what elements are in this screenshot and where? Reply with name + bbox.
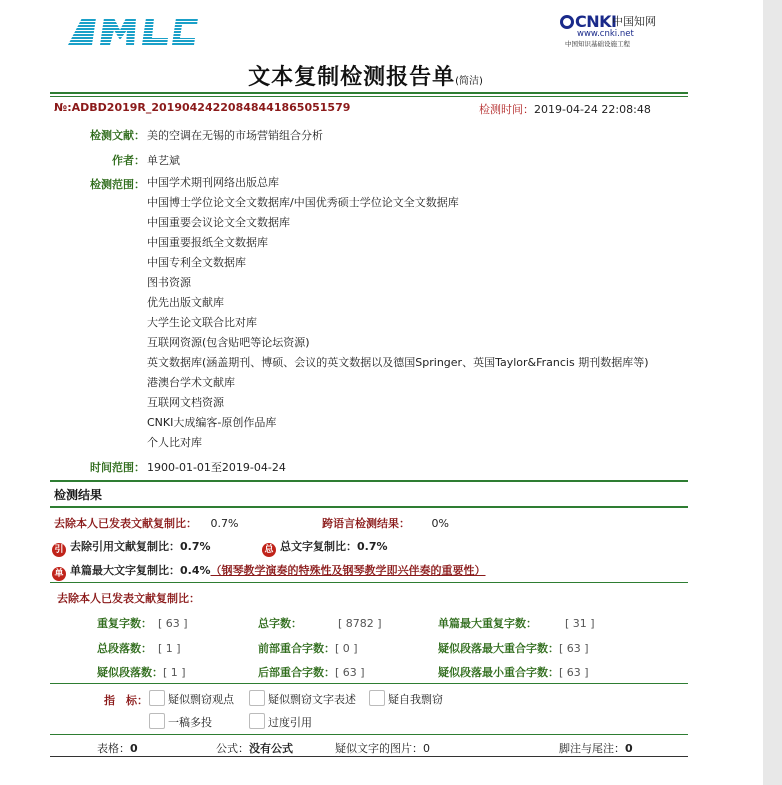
author-value: 单艺斌 — [147, 154, 180, 167]
list-item: 图书资源 — [147, 276, 191, 289]
check-time-label: 检测时间： — [479, 103, 534, 116]
stat-value: [ 0 ] — [335, 642, 358, 655]
footer-value: 0 — [625, 742, 633, 755]
results-heading: 检测结果 — [54, 488, 103, 502]
stat-value: [ 31 ] — [565, 617, 595, 630]
total-badge-icon: 总 — [262, 543, 276, 557]
footer-formulas — [216, 740, 293, 756]
indicator-self-plagiarism[interactable] — [369, 690, 443, 707]
exclude-quote-row — [52, 538, 211, 557]
footer-footnotes — [559, 740, 633, 756]
list-item: 优先出版文献库 — [147, 296, 224, 309]
stat-value: [ 1 ] — [163, 666, 186, 679]
footer-label: 疑似文字的图片： — [335, 742, 423, 755]
stat-front-overlap — [258, 640, 358, 656]
stat-back-overlap — [258, 664, 365, 680]
indicator-plagiarized-views[interactable] — [149, 690, 234, 707]
footer-value: 0 — [130, 742, 138, 755]
section-divider — [50, 480, 688, 482]
quote-badge-icon: 引 — [52, 543, 66, 557]
cross-lang-value: 0% — [431, 517, 449, 530]
stat-label: 总字数： — [258, 617, 302, 630]
range-label: 检测范围： — [90, 178, 145, 191]
list-item: 英文数据库(涵盖期刊、博硕、会议的英文数据以及德国Springer、英国Taylor&Francis 期刊数据库等) — [147, 356, 649, 369]
stat-single-max-repeat — [438, 615, 595, 631]
title-divider-thin — [50, 96, 688, 97]
total-row — [262, 538, 388, 557]
footer-tables — [97, 740, 138, 756]
single-max-value: 0.4% — [180, 564, 211, 577]
list-item: CNKI大成编客-原创作品库 — [147, 416, 277, 429]
exclude-own-label: 去除本人已发表文献复制比： — [54, 517, 197, 530]
stat-total-paragraphs — [97, 640, 181, 656]
indicator-text: 疑似剽窃文字表述 — [268, 693, 356, 706]
stat-label: 单篇最大重复字数： — [438, 617, 537, 630]
time-value: 1900-01-01至2019-04-24 — [147, 461, 286, 474]
stat-value: [ 63 ] — [158, 617, 188, 630]
single-max-source-link[interactable]: （钢琴教学演奏的特殊性及钢琴教学即兴伴奏的重要性） — [210, 564, 486, 577]
checkbox[interactable] — [369, 690, 385, 706]
check-time-value: 2019-04-24 22:08:48 — [534, 103, 651, 116]
list-item: 中国专利全文数据库 — [147, 256, 246, 269]
sub-heading: 去除本人已发表文献复制比： — [57, 592, 200, 605]
indicator-text: 疑自我剽窃 — [388, 693, 443, 706]
footer-value: 没有公式 — [249, 742, 293, 755]
cnki-logo — [560, 12, 670, 48]
check-time — [479, 101, 651, 117]
exclude-own-row — [54, 515, 238, 531]
indicator-over-citation[interactable] — [249, 713, 312, 730]
cnki-slogan: 中国知识基础设施工程 — [565, 40, 630, 48]
cnki-url: www.cnki.net — [577, 29, 634, 39]
indicator-plagiarized-wording[interactable] — [249, 690, 356, 707]
footer-value: 0 — [423, 742, 430, 755]
stat-value: [ 63 ] — [335, 666, 365, 679]
single-max-label: 单篇最大文字复制比： — [70, 564, 180, 577]
checkbox[interactable] — [149, 690, 165, 706]
title-divider — [50, 92, 688, 94]
indicator-duplicate-submission[interactable] — [149, 713, 212, 730]
cnki-cn-name: 中国知网 — [612, 15, 656, 28]
stat-value: [ 1 ] — [158, 642, 181, 655]
stat-label: 总段落数： — [97, 642, 152, 655]
time-label: 时间范围： — [90, 461, 145, 474]
footer-label: 表格： — [97, 742, 130, 755]
list-item: 大学生论文联合比对库 — [147, 316, 257, 329]
exclude-quote-value: 0.7% — [180, 540, 211, 553]
list-item: 互联网文档资源 — [147, 396, 224, 409]
single-badge-icon: 单 — [52, 567, 66, 581]
single-max-row — [52, 562, 486, 581]
stat-repeat-chars — [97, 615, 188, 631]
list-item: 中国重要报纸全文数据库 — [147, 236, 268, 249]
doc-label: 检测文献： — [90, 129, 145, 142]
stat-value: [ 63 ] — [559, 642, 589, 655]
stat-label: 后部重合字数： — [258, 666, 335, 679]
exclude-own-value: 0.7% — [210, 517, 239, 530]
author-label: 作者： — [112, 154, 145, 167]
footer-label: 脚注与尾注： — [559, 742, 625, 755]
total-value: 0.7% — [357, 540, 388, 553]
results-divider — [50, 506, 688, 508]
checkbox[interactable] — [149, 713, 165, 729]
doc-value: 美的空调在无锡的市场营销组合分析 — [147, 129, 323, 142]
stat-para-max-overlap — [438, 640, 589, 656]
total-label: 总文字复制比： — [280, 540, 357, 553]
list-item: 个人比对库 — [147, 436, 202, 449]
checkbox[interactable] — [249, 690, 265, 706]
stat-label: 前部重合字数： — [258, 642, 335, 655]
stat-label: 疑似段落最小重合字数： — [438, 666, 559, 679]
footer-divider — [50, 756, 688, 757]
exclude-quote-label: 去除引用文献复制比： — [70, 540, 180, 553]
stat-total-chars — [258, 615, 382, 631]
footer-images — [335, 740, 430, 756]
indicator-text: 过度引用 — [268, 716, 312, 729]
indicator-divider — [50, 734, 688, 735]
cross-lang-row — [322, 515, 449, 531]
stat-suspect-paragraphs — [97, 664, 186, 680]
scrollbar-track[interactable] — [763, 0, 782, 785]
indicator-text: 疑似剽窃观点 — [168, 693, 234, 706]
sub-divider — [50, 582, 688, 583]
cross-lang-label: 跨语言检测结果： — [322, 517, 410, 530]
indicator-label: 指 标： — [104, 694, 148, 707]
footer-label: 公式： — [216, 742, 249, 755]
stat-value: [ 8782 ] — [338, 617, 382, 630]
report-number: №:ADBD2019R_20190424220848441865051579 — [54, 101, 351, 114]
list-item: 互联网资源(包含贴吧等论坛资源) — [147, 336, 310, 349]
list-item: 港澳台学术文献库 — [147, 376, 235, 389]
stat-value: [ 63 ] — [559, 666, 589, 679]
list-item: 中国学术期刊网络出版总库 — [147, 176, 279, 189]
stat-para-min-overlap — [438, 664, 589, 680]
stat-label: 疑似段落最大重合字数： — [438, 642, 559, 655]
list-item: 中国博士学位论文全文数据库/中国优秀硕士学位论文全文数据库 — [147, 196, 459, 209]
stat-label: 重复字数： — [97, 617, 152, 630]
page-title — [0, 60, 731, 91]
list-item: 中国重要会议论文全文数据库 — [147, 216, 290, 229]
amlc-logo — [64, 16, 200, 46]
title-suffix: (简洁) — [455, 76, 483, 87]
stats-divider — [50, 683, 688, 684]
cnki-brand-text: CNKI — [575, 12, 617, 31]
checkbox[interactable] — [249, 713, 265, 729]
indicator-text: 一稿多投 — [168, 716, 212, 729]
stat-label: 疑似段落数： — [97, 666, 163, 679]
title-text: 文本复制检测报告单 — [248, 65, 456, 90]
range-list — [147, 176, 649, 456]
